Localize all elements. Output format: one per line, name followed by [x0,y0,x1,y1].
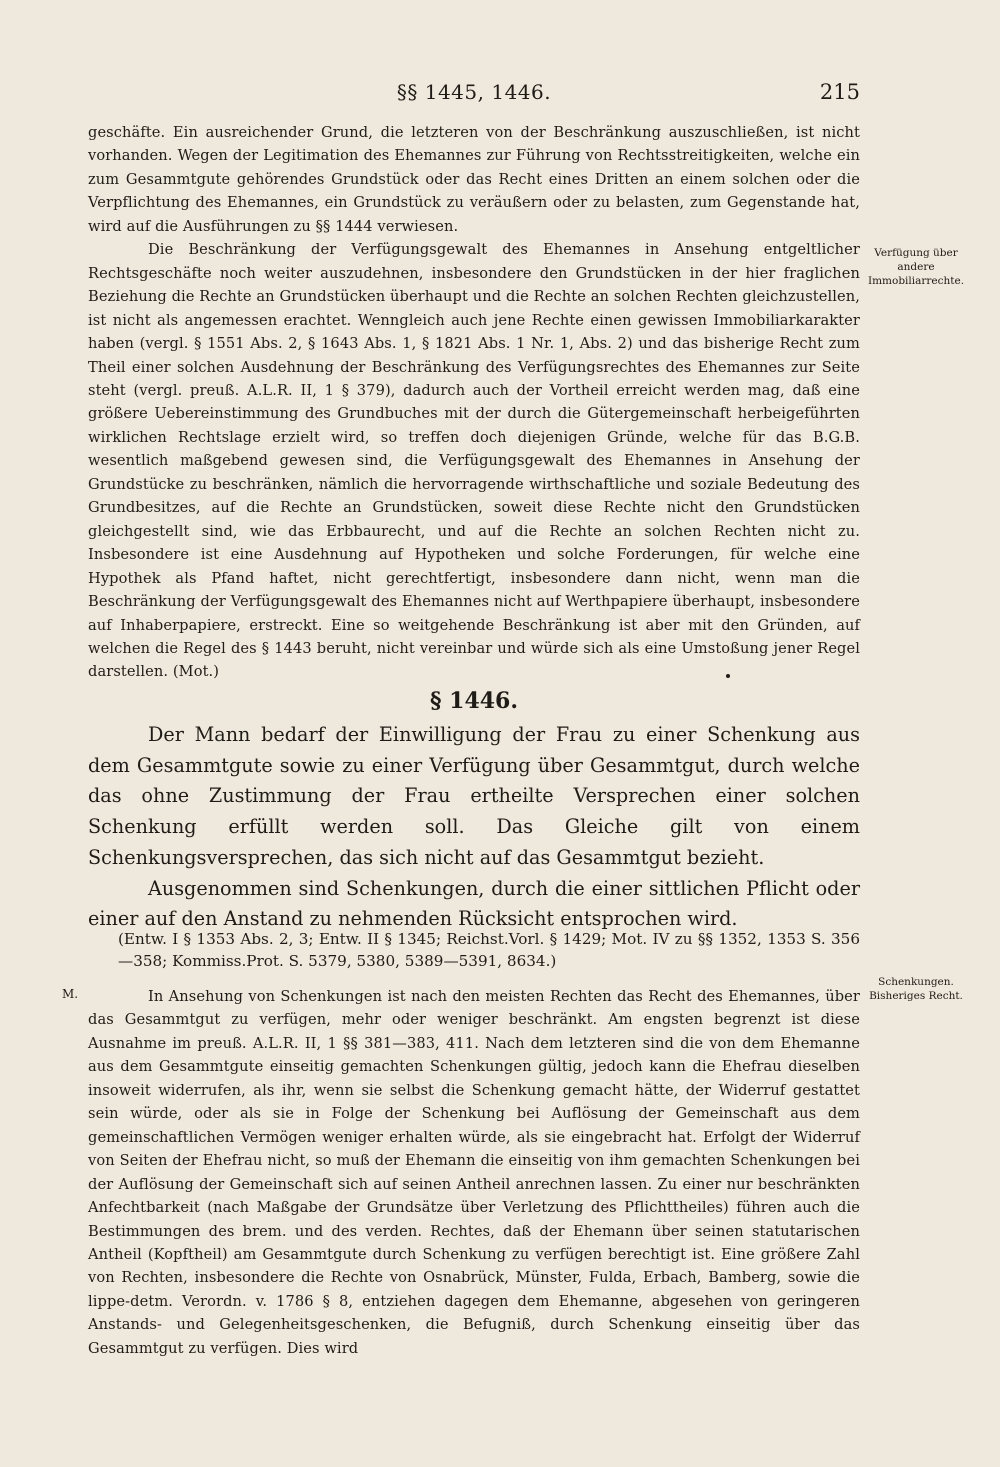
law-paragraph-1: Der Mann bedarf der Einwilligung der Frau zu einer Schenkung aus dem Gesammtgute sowie zu einer Verfügung über Gesammtgut, durch welche das ohne Zustimmung der Frau ertheilte Versprechen einer solchen Schenkung erfüllt werden soll. Das Gleiche gilt von einem Schenkungsversprechen, das sich nicht auf das Gesammtgut bezieht. [88,723,860,869]
commentary-paragraph: In Ansehung von Schenkungen ist nach den meisten Rechten das Recht des Ehemannes, über das Gesammtgut zu verfügen, mehr oder weniger beschränkt. Am engsten begrenzt ist diese Ausnahme im preuß. A.L.R. II, 1 §§ 381—383, 411. Nach dem letzteren sind die von dem Ehemanne aus dem Gesammtgute einseitig gemachten Schenkungen gültig, jedoch kann die Ehefrau dieselben insoweit widerrufen, als ihr, wenn sie selbst die Schenkung gemacht hätte, der Widerruf gestattet sein würde, oder als sie in Folge der Schenkung bei Auflösung der Gemeinschaft aus dem gemeinschaftlichen Vermögen weniger erhalten würde, als sie eingebracht hat. Erfolgt der Widerruf von Seiten der Ehefrau nicht, so muß der Ehemann die einseitig von ihm gemachten Schenkungen bei der Auflösung der Gemeinschaft sich auf seinen Antheil anrechnen lassen. Zu einer nur beschränkten Anfechtbarkeit (nach Maßgabe der Grundsätze über Verletzung des Pflichttheiles) führen auch die Bestimmungen des brem. und des verden. Rechtes, daß der Ehemann über seinen statutarischen Antheil (Kopftheil) am Gesammtgute durch Schenkung zu verfügen berechtigt ist. Eine größere Zahl von Rechten, insbesondere die Rechte von Osnabrück, Münster, Fulda, Erbach, Bamberg, sowie die lippe-detm. Verordn. v. 1786 § 8, entziehen dagegen dem Ehemanne, abgesehen von geringeren Anstands- und Gelegenheitsgeschenken, die Befugniß, durch Schenkung einseitig über das Gesammtgut zu verfügen. Dies wird [88,988,860,1357]
page-number: 215 [819,80,860,104]
reference-block [88,928,860,972]
margin-note-schenkungen: Schenkungen. Bisheriges Recht. [869,976,963,1002]
commentary-text [88,985,860,1360]
intro-paragraph-1: geschäfte. Ein ausreichender Grund, die letzteren von der Beschränkung auszuschließen, ist nicht vorhanden. Wegen der Legitimation des Ehemannes zur Führung von Rechtsstreitigkeiten, welche ein zum Gesammtgute gehörendes Grundstück oder das Recht eines Dritten an einem solchen oder die Verpflichtung des Ehemannes, ein Grundstück zu veräußern oder zu belasten, zum Gegenstande hat, wird auf die Ausführungen zu §§ 1444 verwiesen. [88,124,860,235]
motive-label: M. [62,987,79,1001]
intro-text [88,121,860,684]
intro-paragraph-2: Die Beschränkung der Verfügungsgewalt des Ehemannes in Ansehung entgeltlicher Rechtsgeschäfte noch weiter auszudehnen, insbesondere den Grundstücken in der hier fraglichen Beziehung die Rechte an Grundstücken überhaupt und die Rechte an solchen Rechten gleichzustellen, ist nicht als angemessen erachtet. Wenngleich auch jene Rechte einen gewissen Immobiliarkarakter haben (vergl. § 1551 Abs. 2, § 1643 Abs. 1, § 1821 Abs. 1 Nr. 1, Abs. 2) und das bisherige Recht zum Theil einer solchen Ausdehnung der Beschränkung des Verfügungsrechtes des Ehemannes zur Seite steht (vergl. preuß. A.L.R. II, 1 § 379), dadurch auch der Vortheil erreicht werden mag, daß eine größere Uebereinstimmung des Grundbuches mit der durch die Gütergemeinschaft herbeigeführten wirklichen Rechtslage erzielt wird, so treffen doch diejenigen Gründe, welche für das B.G.B. wesentlich maßgebend gewesen sind, die Verfügungsgewalt des Ehemannes in Ansehung der Grundstücke zu beschränken, nämlich die hervorragende wirthschaftliche und soziale Bedeutung des Grundbesitzes, auf die Rechte an Grundstücken, soweit diese Rechte nicht den Grundstücken gleichgestellt sind, wie das Erbbaurecht, und auf die Rechte an solchen Rechten nicht zu. Insbesondere ist eine Ausdehnung auf Hypotheken und solche Forderungen, für welche eine Hypothek als Pfand haftet, nicht gerechtfertigt, insbesondere dann nicht, wenn man die Beschränkung der Verfügungsgewalt des Ehemannes nicht auf Werthpapiere überhaupt, insbesondere auf Inhaberpapiere, erstreckt. Eine so weitgehende Beschränkung ist aber mit den Gründen, auf welchen die Regel des § 1443 beruht, nicht vereinbar und würde sich als eine Umstoßung jener Regel darstellen. (Mot.) [88,241,860,681]
section-heading: § 1446. [429,688,519,714]
margin-note-verfuegung: Verfügung über andere Immobiliarrechte. [867,247,965,287]
stray-mark [726,674,730,678]
section-range-title: §§ 1445, 1446. [396,80,552,104]
law-text [88,720,860,935]
legislative-references: (Entw. I § 1353 Abs. 2, 3; Entw. II § 1345; Reichst.Vorl. § 1429; Mot. IV zu §§ 1352, 1353 S. 356—358; Kommiss.Prot. S. 5379, 5380, 5389—5391, 8634.) [118,930,860,970]
page-header [88,80,860,110]
law-paragraph-2: Ausgenommen sind Schenkungen, durch die einer sittlichen Pflicht oder einer auf den Anstand zu nehmenden Rücksicht entsprochen wird. [88,876,860,931]
